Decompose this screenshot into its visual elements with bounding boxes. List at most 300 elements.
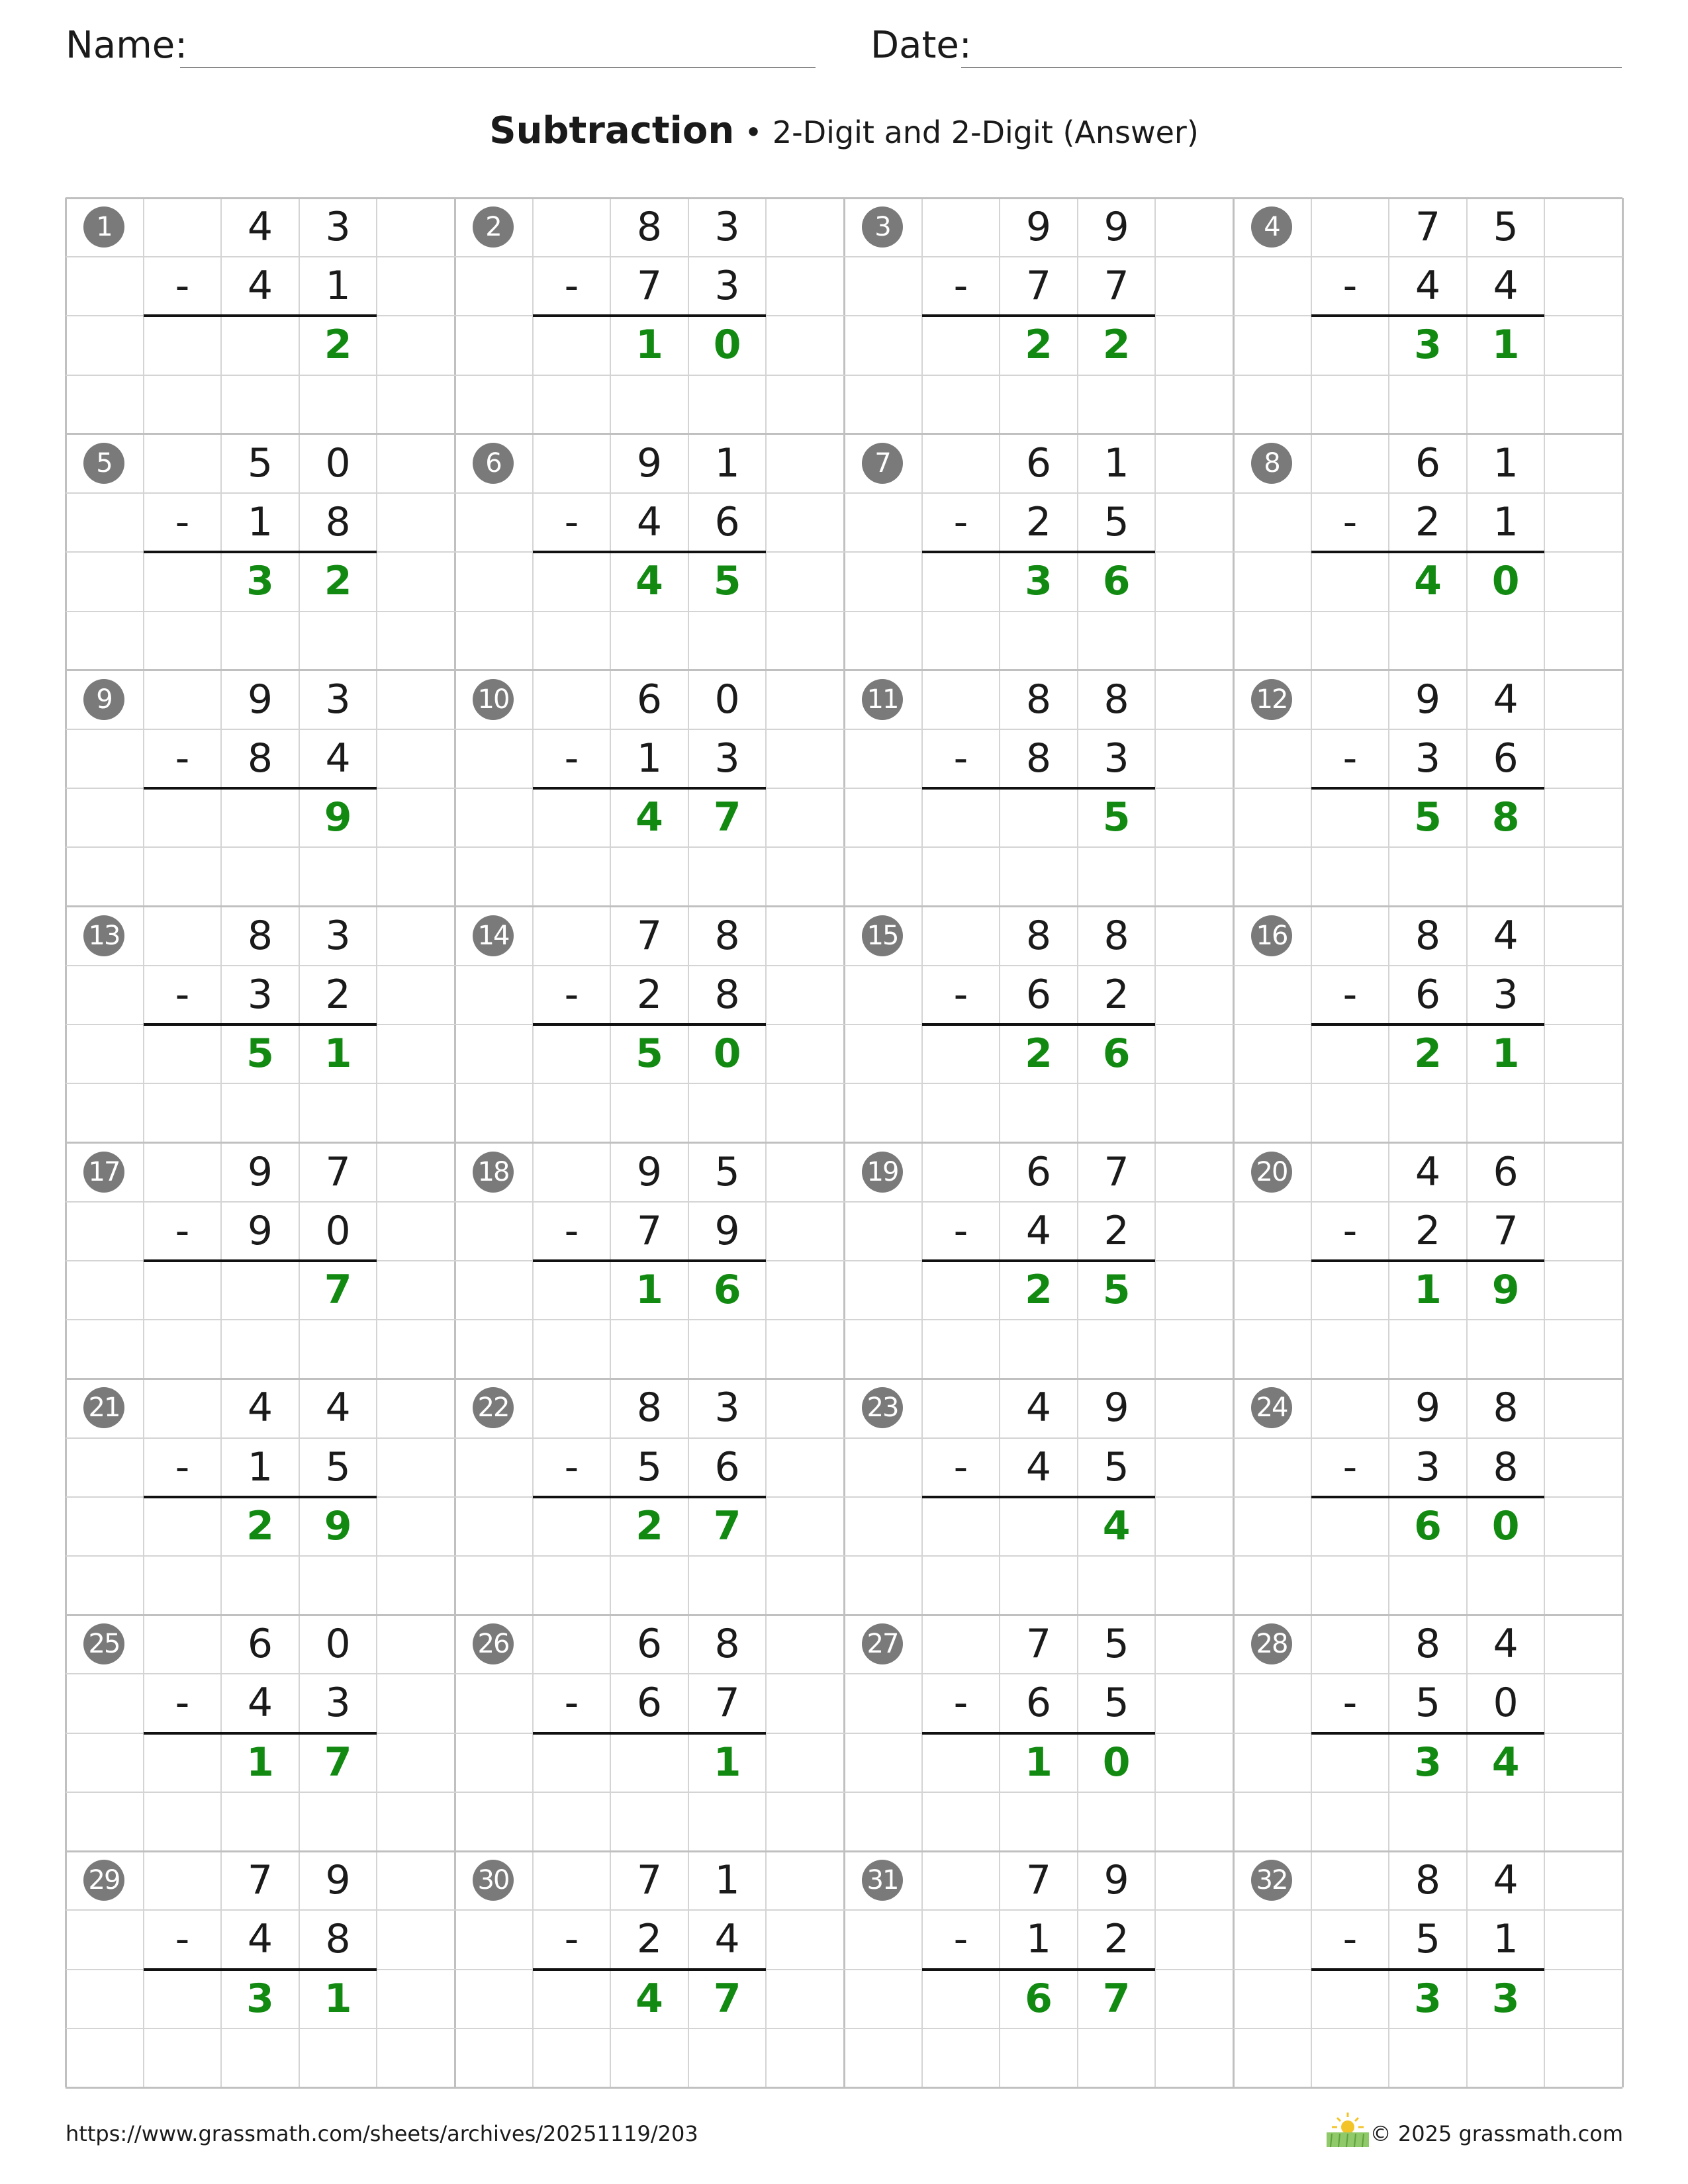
answer-tens — [221, 1261, 299, 1320]
answer-rule — [1311, 787, 1545, 790]
problem-number-badge: 22 — [473, 1387, 514, 1428]
minuend-ones: 6 — [1493, 1148, 1519, 1195]
answer-tens: 2 — [1025, 1266, 1053, 1313]
answer-rule — [922, 1732, 1156, 1735]
minuend-ones: 4 — [1493, 676, 1519, 723]
answer-tens: 3 — [246, 558, 274, 605]
answer-tens: 4 — [635, 794, 663, 841]
minuend-tens: 5 — [247, 439, 273, 486]
problem-number-badge: 10 — [473, 679, 514, 720]
answer-ones: 5 — [1102, 794, 1131, 841]
problem-21 — [66, 1379, 455, 1615]
minuend-ones: 4 — [1493, 912, 1519, 959]
problem-number-badge: 32 — [1251, 1860, 1292, 1901]
minus-sign: - — [953, 1443, 968, 1490]
minuend-tens: 9 — [247, 1148, 273, 1195]
minuend-tens: 7 — [636, 1857, 663, 1904]
subtrahend-tens: 4 — [247, 1916, 273, 1963]
problem-number-badge: 20 — [1251, 1152, 1292, 1193]
subtrahend-tens: 1 — [1025, 1916, 1052, 1963]
subtrahend-tens: 3 — [1415, 735, 1441, 782]
answer-ones: 5 — [1102, 1266, 1131, 1313]
problem-14 — [455, 907, 844, 1143]
minus-sign: - — [953, 1207, 968, 1254]
subtrahend-tens: 9 — [247, 1207, 273, 1254]
problem-number-badge: 17 — [83, 1152, 124, 1193]
answer-rule — [533, 1968, 767, 1971]
problem-number-badge: 13 — [83, 915, 124, 956]
minus-sign: - — [175, 1207, 190, 1254]
problem-22 — [455, 1379, 844, 1615]
subtrahend-tens: 5 — [1415, 1916, 1441, 1963]
minuend-ones: 4 — [1493, 1621, 1519, 1668]
minus-sign: - — [953, 1680, 968, 1727]
minuend-ones: 0 — [714, 676, 740, 723]
subtrahend-tens: 8 — [247, 735, 273, 782]
minuend-tens: 7 — [1415, 204, 1441, 250]
minuend-ones: 1 — [1493, 439, 1519, 486]
minuend-ones: 4 — [325, 1385, 351, 1432]
answer-rule — [1311, 1732, 1545, 1735]
subtrahend-ones: 2 — [1103, 1207, 1129, 1254]
minuend-ones: 8 — [714, 1621, 740, 1668]
answer-tens: 3 — [1025, 558, 1053, 605]
minuend-tens: 9 — [247, 676, 273, 723]
problem-number-badge: 15 — [862, 915, 903, 956]
minuend-ones: 0 — [325, 439, 351, 486]
minuend-tens: 4 — [1415, 1148, 1441, 1195]
minus-sign: - — [564, 735, 579, 782]
answer-rule — [922, 787, 1156, 790]
title-main: Subtraction — [489, 109, 735, 152]
problem-number-badge: 14 — [473, 915, 514, 956]
problem-18 — [455, 1143, 844, 1379]
minuend-ones: 3 — [714, 204, 740, 250]
problem-number-badge: 24 — [1251, 1387, 1292, 1428]
answer-ones: 0 — [713, 1030, 741, 1077]
problem-30 — [455, 1851, 844, 2087]
answer-ones: 7 — [713, 1502, 741, 1549]
subtrahend-ones: 3 — [325, 1680, 351, 1727]
problem-9 — [66, 670, 455, 907]
subtrahend-tens: 6 — [636, 1680, 663, 1727]
minuend-ones: 1 — [714, 439, 740, 486]
minus-sign: - — [564, 263, 579, 310]
answer-ones: 7 — [324, 1739, 352, 1786]
minuend-ones: 9 — [325, 1857, 351, 1904]
minuend-ones: 0 — [325, 1621, 351, 1668]
answer-rule — [144, 1496, 377, 1498]
minuend-ones: 9 — [1103, 204, 1129, 250]
subtrahend-tens: 6 — [1025, 971, 1052, 1018]
subtrahend-ones: 5 — [325, 1443, 351, 1490]
answer-ones: 3 — [1491, 1975, 1520, 2022]
answer-ones: 6 — [1102, 558, 1131, 605]
subtrahend-tens: 4 — [247, 263, 273, 310]
minuend-tens: 6 — [1025, 1148, 1052, 1195]
answer-tens: 4 — [1414, 558, 1442, 605]
minuend-tens: 9 — [636, 439, 663, 486]
minuend-ones: 1 — [714, 1857, 740, 1904]
minus-sign: - — [1342, 1207, 1358, 1254]
subtrahend-ones: 4 — [714, 1916, 740, 1963]
minus-sign: - — [953, 263, 968, 310]
minuend-ones: 3 — [325, 676, 351, 723]
answer-tens: 4 — [635, 1975, 663, 2022]
answer-tens: 2 — [246, 1502, 274, 1549]
answer-ones: 4 — [1491, 1739, 1520, 1786]
problem-27 — [844, 1615, 1233, 1851]
answer-tens: 3 — [1414, 1739, 1442, 1786]
problem-number-badge: 25 — [83, 1623, 124, 1664]
problem-grid — [66, 198, 1622, 2087]
answer-tens — [221, 316, 299, 375]
problem-25 — [66, 1615, 455, 1851]
minus-sign: - — [1342, 735, 1358, 782]
minus-sign: - — [953, 1916, 968, 1963]
subtrahend-ones: 3 — [714, 263, 740, 310]
subtrahend-ones: 7 — [1103, 263, 1129, 310]
problem-6 — [455, 434, 844, 670]
minus-sign: - — [564, 1443, 579, 1490]
minus-sign: - — [1342, 499, 1358, 546]
minus-sign: - — [175, 1680, 190, 1727]
answer-rule — [144, 787, 377, 790]
answer-tens: 2 — [1025, 1030, 1053, 1077]
answer-rule — [922, 1496, 1156, 1498]
minuend-tens: 8 — [1415, 1857, 1441, 1904]
problem-23 — [844, 1379, 1233, 1615]
answer-ones: 7 — [1102, 1975, 1131, 2022]
minuend-tens: 8 — [1025, 912, 1052, 959]
problem-number-badge: 21 — [83, 1387, 124, 1428]
minuend-ones: 3 — [714, 1385, 740, 1432]
subtrahend-tens: 8 — [1025, 735, 1052, 782]
answer-tens — [1000, 1497, 1078, 1556]
subtrahend-ones: 8 — [714, 971, 740, 1018]
problem-number-badge: 11 — [862, 679, 903, 720]
answer-ones: 0 — [1491, 1502, 1520, 1549]
minus-sign: - — [953, 499, 968, 546]
minuend-ones: 7 — [325, 1148, 351, 1195]
subtrahend-tens: 2 — [1415, 499, 1441, 546]
answer-rule — [533, 1259, 767, 1262]
minus-sign: - — [175, 971, 190, 1018]
answer-tens: 1 — [1025, 1739, 1053, 1786]
minuend-tens: 8 — [247, 912, 273, 959]
problem-11 — [844, 670, 1233, 907]
minuend-tens: 7 — [1025, 1857, 1052, 1904]
answer-rule — [1311, 314, 1545, 317]
title-separator: • — [744, 114, 763, 150]
subtrahend-tens: 4 — [1415, 263, 1441, 310]
name-label: Name: — [66, 24, 188, 67]
answer-ones: 9 — [1491, 1266, 1520, 1313]
minuend-tens: 9 — [1415, 676, 1441, 723]
minus-sign: - — [564, 1680, 579, 1727]
answer-ones: 6 — [1102, 1030, 1131, 1077]
minuend-tens: 4 — [247, 1385, 273, 1432]
grass-sun-logo-icon — [1324, 2110, 1372, 2150]
subtrahend-tens: 7 — [636, 263, 663, 310]
problem-number-badge: 7 — [862, 443, 903, 484]
subtrahend-tens: 1 — [636, 735, 663, 782]
subtrahend-tens: 2 — [636, 971, 663, 1018]
problem-number-badge: 16 — [1251, 915, 1292, 956]
answer-tens: 5 — [635, 1030, 663, 1077]
subtrahend-ones: 4 — [1493, 263, 1519, 310]
minus-sign: - — [953, 971, 968, 1018]
problem-number-badge: 19 — [862, 1152, 903, 1193]
answer-tens: 3 — [246, 1975, 274, 2022]
answer-rule — [144, 551, 377, 553]
subtrahend-ones: 8 — [325, 1916, 351, 1963]
minuend-tens: 9 — [636, 1148, 663, 1195]
answer-rule — [533, 314, 767, 317]
answer-rule — [922, 314, 1156, 317]
subtrahend-ones: 3 — [714, 735, 740, 782]
problem-19 — [844, 1143, 1233, 1379]
minuend-ones: 3 — [325, 912, 351, 959]
problem-number-badge: 1 — [83, 206, 124, 248]
minuend-tens: 6 — [636, 676, 663, 723]
answer-rule — [144, 1968, 377, 1971]
answer-tens: 1 — [246, 1739, 274, 1786]
subtrahend-ones: 0 — [325, 1207, 351, 1254]
problem-2 — [455, 198, 844, 434]
subtrahend-ones: 7 — [1493, 1207, 1519, 1254]
problem-29 — [66, 1851, 455, 2087]
answer-ones: 9 — [324, 794, 352, 841]
answer-tens — [1000, 788, 1078, 847]
problem-10 — [455, 670, 844, 907]
minuend-tens: 8 — [1415, 912, 1441, 959]
answer-rule — [144, 314, 377, 317]
minus-sign: - — [1342, 1443, 1358, 1490]
answer-rule — [1311, 1496, 1545, 1498]
problem-8 — [1233, 434, 1622, 670]
subtrahend-ones: 2 — [325, 971, 351, 1018]
answer-rule — [1311, 1023, 1545, 1026]
answer-tens: 6 — [1414, 1502, 1442, 1549]
answer-ones: 2 — [324, 558, 352, 605]
subtrahend-tens: 6 — [1415, 971, 1441, 1018]
answer-ones: 9 — [324, 1502, 352, 1549]
date-line — [961, 67, 1622, 68]
minuend-tens: 4 — [247, 204, 273, 250]
problem-1 — [66, 198, 455, 434]
minuend-tens: 6 — [1025, 439, 1052, 486]
answer-rule — [144, 1732, 377, 1735]
worksheet-title — [0, 105, 1688, 159]
problem-number-badge: 2 — [473, 206, 514, 248]
footer-copyright: © 2025 grassmath.com — [1370, 2121, 1623, 2146]
minuend-tens: 6 — [247, 1621, 273, 1668]
minuend-tens: 9 — [1025, 204, 1052, 250]
answer-ones: 0 — [1491, 558, 1520, 605]
subtrahend-tens: 5 — [636, 1443, 663, 1490]
problem-20 — [1233, 1143, 1622, 1379]
subtrahend-ones: 6 — [1493, 735, 1519, 782]
answer-tens: 3 — [1414, 322, 1442, 369]
minus-sign: - — [175, 263, 190, 310]
answer-tens: 2 — [635, 1502, 663, 1549]
minuend-ones: 5 — [1493, 204, 1519, 250]
subtrahend-ones: 5 — [1103, 1680, 1129, 1727]
subtrahend-ones: 1 — [1493, 1916, 1519, 1963]
minus-sign: - — [175, 499, 190, 546]
subtrahend-tens: 7 — [1025, 263, 1052, 310]
problem-17 — [66, 1143, 455, 1379]
minuend-tens: 8 — [1415, 1621, 1441, 1668]
subtrahend-tens: 2 — [1025, 499, 1052, 546]
problem-number-badge: 27 — [862, 1623, 903, 1664]
subtrahend-tens: 7 — [636, 1207, 663, 1254]
problem-32 — [1233, 1851, 1622, 2087]
subtrahend-ones: 0 — [1493, 1680, 1519, 1727]
answer-tens — [221, 788, 299, 847]
minuend-ones: 8 — [1103, 912, 1129, 959]
problem-number-badge: 6 — [473, 443, 514, 484]
minuend-ones: 4 — [1493, 1857, 1519, 1904]
minus-sign: - — [564, 499, 579, 546]
subtrahend-tens: 6 — [1025, 1680, 1052, 1727]
minuend-ones: 8 — [1493, 1385, 1519, 1432]
minuend-ones: 5 — [1103, 1621, 1129, 1668]
problem-number-badge: 18 — [473, 1152, 514, 1193]
answer-tens: 2 — [1025, 322, 1053, 369]
problem-number-badge: 23 — [862, 1387, 903, 1428]
subtrahend-ones: 1 — [325, 263, 351, 310]
minus-sign: - — [1342, 263, 1358, 310]
subtrahend-tens: 4 — [247, 1680, 273, 1727]
name-line — [180, 67, 816, 68]
minuend-ones: 8 — [1103, 676, 1129, 723]
minus-sign: - — [953, 735, 968, 782]
answer-tens: 5 — [246, 1030, 274, 1077]
subtrahend-tens: 3 — [1415, 1443, 1441, 1490]
minus-sign: - — [175, 1916, 190, 1963]
subtrahend-tens: 1 — [247, 499, 273, 546]
answer-ones: 1 — [1491, 1030, 1520, 1077]
subtrahend-ones: 2 — [1103, 971, 1129, 1018]
problem-4 — [1233, 198, 1622, 434]
subtrahend-ones: 3 — [1103, 735, 1129, 782]
answer-rule — [922, 1023, 1156, 1026]
answer-ones: 7 — [713, 1975, 741, 2022]
problem-number-badge: 9 — [83, 679, 124, 720]
answer-ones: 5 — [713, 558, 741, 605]
footer-url: https://www.grassmath.com/sheets/archives/20251119/203 — [66, 2121, 698, 2146]
answer-tens: 1 — [635, 322, 663, 369]
minuend-tens: 9 — [1415, 1385, 1441, 1432]
answer-ones: 1 — [324, 1030, 352, 1077]
problem-number-badge: 31 — [862, 1860, 903, 1901]
problem-number-badge: 8 — [1251, 443, 1292, 484]
minuend-ones: 9 — [1103, 1857, 1129, 1904]
minus-sign: - — [175, 735, 190, 782]
problem-31 — [844, 1851, 1233, 2087]
subtrahend-ones: 6 — [714, 499, 740, 546]
minuend-tens: 7 — [247, 1857, 273, 1904]
minus-sign: - — [564, 1207, 579, 1254]
answer-ones: 2 — [324, 322, 352, 369]
subtrahend-tens: 4 — [1025, 1207, 1052, 1254]
minuend-tens: 7 — [1025, 1621, 1052, 1668]
answer-rule — [144, 1023, 377, 1026]
minuend-ones: 9 — [1103, 1385, 1129, 1432]
problem-28 — [1233, 1615, 1622, 1851]
minus-sign: - — [1342, 1916, 1358, 1963]
answer-tens: 3 — [1414, 1975, 1442, 2022]
answer-rule — [533, 1496, 767, 1498]
answer-ones: 2 — [1102, 322, 1131, 369]
minus-sign: - — [1342, 1680, 1358, 1727]
answer-rule — [922, 1259, 1156, 1262]
subtrahend-tens: 5 — [1415, 1680, 1441, 1727]
subtrahend-tens: 2 — [1415, 1207, 1441, 1254]
answer-ones: 6 — [713, 1266, 741, 1313]
minus-sign: - — [175, 1443, 190, 1490]
minuend-ones: 8 — [714, 912, 740, 959]
answer-rule — [533, 1023, 767, 1026]
answer-tens: 6 — [1025, 1975, 1053, 2022]
subtrahend-ones: 8 — [1493, 1443, 1519, 1490]
subtrahend-ones: 7 — [714, 1680, 740, 1727]
answer-rule — [1311, 1259, 1545, 1262]
answer-rule — [922, 551, 1156, 553]
subtrahend-tens: 3 — [247, 971, 273, 1018]
answer-tens: 1 — [635, 1266, 663, 1313]
subtrahend-ones: 6 — [714, 1443, 740, 1490]
minus-sign: - — [564, 1916, 579, 1963]
date-label: Date: — [870, 24, 972, 67]
minuend-tens: 8 — [636, 1385, 663, 1432]
problem-number-badge: 26 — [473, 1623, 514, 1664]
subtrahend-tens: 4 — [1025, 1443, 1052, 1490]
answer-tens: 5 — [1414, 794, 1442, 841]
minuend-tens: 6 — [636, 1621, 663, 1668]
answer-ones: 4 — [1102, 1502, 1131, 1549]
answer-ones: 7 — [713, 794, 741, 841]
subtrahend-ones: 5 — [1103, 1443, 1129, 1490]
problem-number-badge: 3 — [862, 206, 903, 248]
minuend-tens: 7 — [636, 912, 663, 959]
problem-number-badge: 5 — [83, 443, 124, 484]
subtrahend-ones: 3 — [1493, 971, 1519, 1018]
problem-number-badge: 29 — [83, 1860, 124, 1901]
subtrahend-ones: 2 — [1103, 1916, 1129, 1963]
answer-ones: 0 — [1102, 1739, 1131, 1786]
answer-rule — [1311, 1968, 1545, 1971]
answer-rule — [533, 787, 767, 790]
answer-ones: 7 — [324, 1266, 352, 1313]
problem-24 — [1233, 1379, 1622, 1615]
minuend-tens: 8 — [636, 204, 663, 250]
subtrahend-ones: 4 — [325, 735, 351, 782]
minus-sign: - — [1342, 971, 1358, 1018]
subtrahend-ones: 8 — [325, 499, 351, 546]
title-subtitle: 2-Digit and 2-Digit (Answer) — [772, 114, 1199, 150]
minuend-tens: 6 — [1415, 439, 1441, 486]
answer-ones: 0 — [713, 322, 741, 369]
minuend-tens: 8 — [1025, 676, 1052, 723]
answer-rule — [533, 1732, 767, 1735]
subtrahend-tens: 1 — [247, 1443, 273, 1490]
problem-number-badge: 28 — [1251, 1623, 1292, 1664]
answer-tens: 1 — [1414, 1266, 1442, 1313]
problem-number-badge: 4 — [1251, 206, 1292, 248]
